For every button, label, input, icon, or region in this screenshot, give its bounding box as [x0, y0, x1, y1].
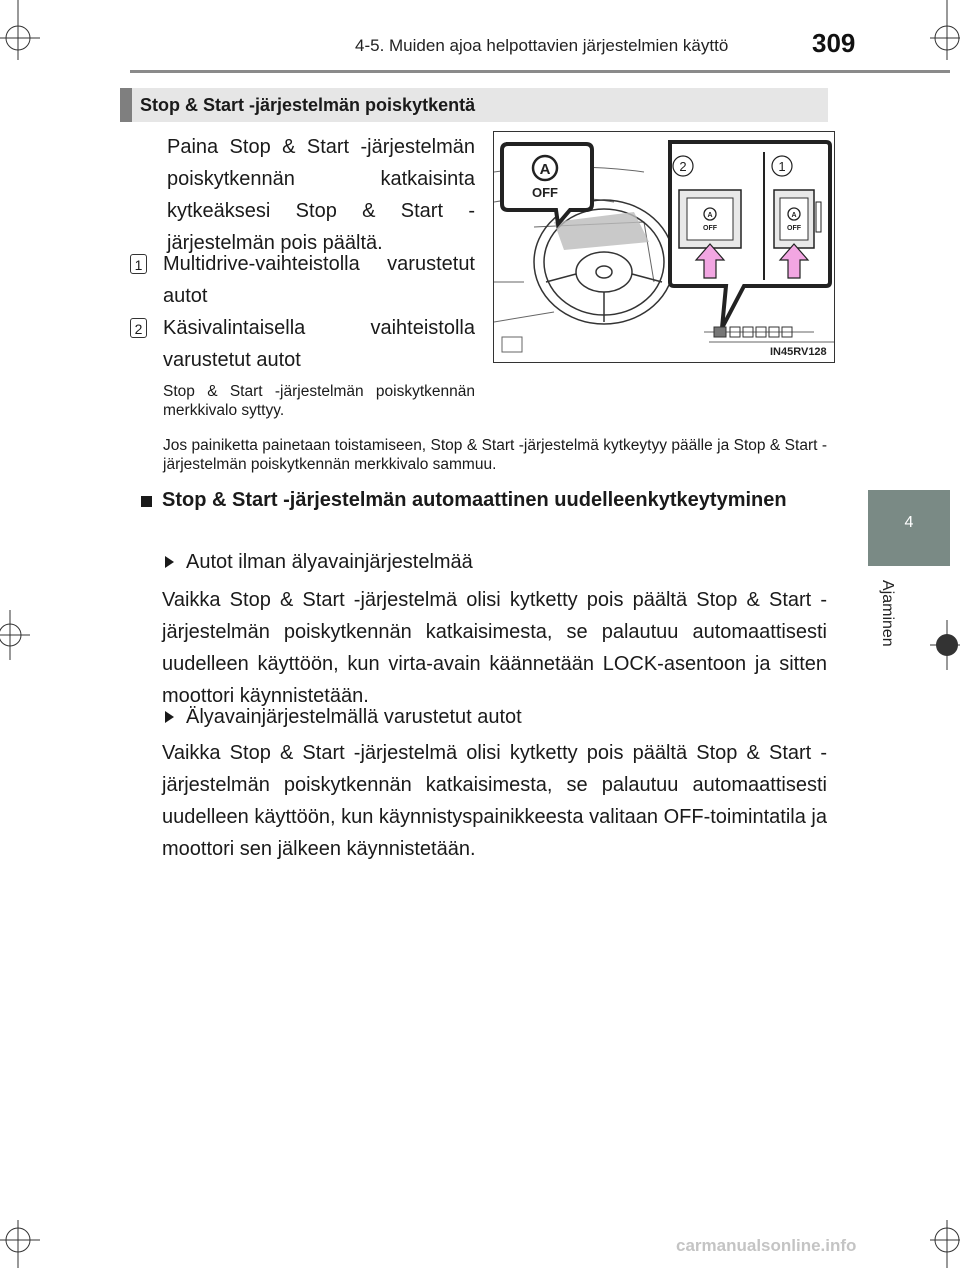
section-title: Stop & Start -järjestelmän poiskytkentä [140, 95, 476, 115]
dashboard-drawing [494, 132, 834, 362]
switch1-off-text: OFF [787, 225, 801, 232]
chapter-label: Ajaminen [879, 580, 896, 647]
switch2-a-letter: A [707, 212, 713, 219]
item-text-2: Käsivalintaisella vaihteistolla varustetut autot [163, 317, 475, 371]
intro-paragraph: Paina Stop & Start -järjestelmän poiskytkennän katkaisinta kytkeäksesi Stop & Start -järjestelmän pois päältä. [167, 136, 475, 254]
case-a-text: Vaikka Stop & Start -järjestelmä olisi kytketty pois päältä Stop & Start -järjestelmän poiskytkennän katkaisimesta, se palautuu automaattisesti uudelleen käyttöön, kun virta-avain käännetään LOCK-asentoon ja sitten moottori käynnistetään. [162, 589, 827, 707]
triangle-bullet-icon [165, 711, 174, 723]
callout-number-2: 2 [679, 159, 687, 174]
callout-number-1: 1 [778, 159, 786, 174]
square-bullet-icon [141, 496, 152, 507]
watermark: carmanualsonline.info [676, 1236, 857, 1255]
dashboard-illustration [493, 131, 835, 363]
case-b-text: Vaikka Stop & Start -järjestelmä olisi kytketty pois päältä Stop & Start -järjestelmän poiskytkennän katkaisimesta, se palautuu automaattisesti uudelleen käyttöön, kun käynnistyspainikkeesta valitaan OFF-toimintatila ja moottori sen jälkeen käynnistetään. [162, 742, 827, 860]
case-b-heading: Älyavainjärjestelmällä varustetut autot [186, 706, 522, 728]
case-a-heading: Autot ilman älyavainjärjestelmää [186, 551, 473, 573]
item-number-2: 2 [130, 318, 147, 338]
item-text-1: Multidrive-vaihteistolla varustetut autot [163, 253, 475, 307]
illustration-code: IN45RV128 [770, 346, 827, 358]
crop-mark-top-left [0, 0, 40, 60]
subsection-heading: Stop & Start -järjestelmän automaattinen uudelleenkytkeytyminen [162, 489, 787, 511]
repeat-press-note: Jos painiketta painetaan toistamiseen, Stop & Start -järjestelmä kytkeytyy päälle ja Stop & Start -järjestelmän poiskytkennän merkkivalo sammuu. [163, 437, 827, 473]
crop-mark-mid-left [0, 610, 30, 660]
indicator-note: Stop & Start -järjestelmän poiskytkennän merkkivalo syttyy. [163, 383, 475, 419]
header-rule [130, 70, 950, 73]
crop-mark-top-right [930, 0, 960, 60]
page-number: 309 [812, 28, 856, 58]
chapter-tab-number: 4 [904, 514, 914, 531]
crop-mark-mid-right [930, 620, 960, 670]
running-header: 4-5. Muiden ajoa helpottavien järjestelmien käyttö [355, 36, 729, 55]
switch2-off-text: OFF [703, 225, 717, 232]
item-number-1: 1 [130, 254, 147, 274]
triangle-bullet-icon [165, 556, 174, 568]
switch1-a-letter: A [791, 212, 797, 219]
crop-mark-bottom-left [0, 1220, 40, 1268]
callout-a-letter: A [539, 161, 551, 178]
callout-off-text: OFF [532, 185, 558, 200]
crop-mark-bottom-right [930, 1220, 960, 1268]
